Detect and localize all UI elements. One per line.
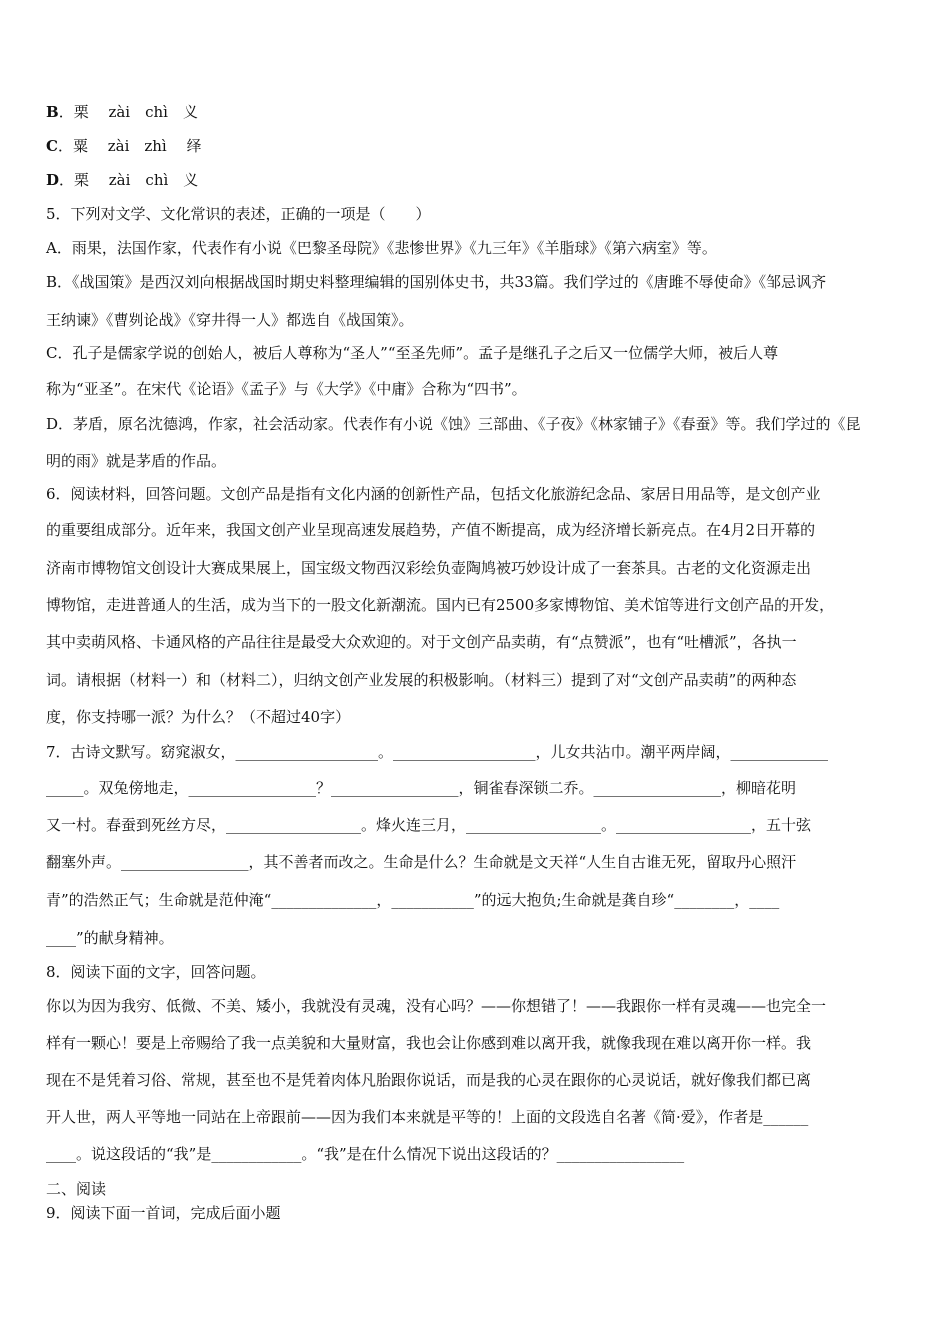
section-title: 二、阅读 — [46, 1180, 107, 1198]
q4-option-b: B．栗 zài chì 义 — [46, 103, 198, 121]
q8-passage-line: 现在不是凭着习俗、常规，甚至也不是凭着肉体凡胎跟你说话，而是我的心灵在跟你的心灵说话，就好像我们都已离 — [46, 1071, 812, 1089]
q5-option-b-line1: B．《战国策》是西汉刘向根据战国时期史料整理编辑的国别体史书，共33篇。我们学过的《唐雎不辱使命》《邹忌讽齐 — [46, 273, 827, 291]
q7-line: 7．古诗文默写。窈窕淑女，___________________。___________________，儿女共沾巾。潮平两岸阔，_____________ — [46, 743, 829, 761]
q5-option-c-line2: 称为“亚圣”。在宋代《论语》《孟子》与《大学》《中庸》合称为“四书”。 — [46, 380, 527, 398]
q8-stem: 8．阅读下面的文字，回答问题。 — [46, 963, 266, 981]
q6-line: 博物馆，走进普通人的生活，成为当下的一股文化新潮流。国内已有2500多家博物馆、美术馆等进行文创产品的开发， — [46, 596, 835, 614]
q6-line: 词。请根据（材料一）和（材料二），归纳文创产业发展的积极影响。（材料三）提到了对“文创产品卖萌”的两种态 — [46, 671, 797, 689]
q6-line: 度，你支持哪一派？为什么？（不超过40字） — [46, 708, 351, 726]
q9-stem: 9．阅读下面一首词，完成后面小题 — [46, 1204, 281, 1222]
q4-option-c: C．粟 zài zhì 绎 — [46, 137, 202, 155]
q7-line: 青”的浩然正气；生命就是范仲淹“______________，___________”的远大抱负;生命就是龚自珍“________，____ — [46, 891, 780, 909]
q6-line: 的重要组成部分。近年来，我国文创产业呈现高速发展趋势，产值不断提高，成为经济增长新亮点。在4月2日开幕的 — [46, 521, 816, 539]
q5-option-d-line1: D．茅盾，原名沈德鸿，作家，社会活动家。代表作有小说《蚀》三部曲、《子夜》《林家铺子》《春蚕》等。我们学过的《昆 — [46, 415, 861, 433]
q6-line: 其中卖萌风格、卡通风格的产品往往是最受大众欢迎的。对于文创产品卖萌，有“点赞派”，也有“吐槽派”，各执一 — [46, 633, 797, 651]
q6-line: 6．阅读材料，回答问题。文创产品是指有文化内涵的创新性产品，包括文化旅游纪念品、家居日用品等，是文创产业 — [46, 485, 821, 503]
q5-stem: 5．下列对文学、文化常识的表述，正确的一项是（ ） — [46, 205, 431, 223]
q8-passage-line: 样有一颗心！要是上帝赐给了我一点美貌和大量财富，我也会让你感到难以离开我，就像我现在难以离开你一样。我 — [46, 1034, 812, 1052]
q4-option-d: D．栗 zài chì 义 — [46, 171, 199, 189]
q8-passage-line: ____。说这段话的“我”是____________。“我”是在什么情况下说出这段话的？_________________ — [46, 1145, 685, 1163]
q7-line: ____”的献身精神。 — [46, 929, 174, 947]
q8-passage-line: 你以为因为我穷、低微、不美、矮小，我就没有灵魂，没有心吗？——你想错了！——我跟你一样有灵魂——也完全一 — [46, 997, 827, 1015]
q5-option-a: A．雨果，法国作家，代表作有小说《巴黎圣母院》《悲惨世界》《九三年》《羊脂球》《第六病室》等。 — [46, 239, 717, 257]
q5-option-b-line2: 王纳谏》《曹刿论战》《穿井得一人》都选自《战国策》。 — [46, 311, 414, 329]
q5-option-c-line1: C．孔子是儒家学说的创始人，被后人尊称为“圣人”“至圣先师”。孟子是继孔子之后又一位儒学大师，被后人尊 — [46, 344, 779, 362]
q7-line: 又一村。春蚕到死丝方尽，__________________。烽火连三月，__________________。__________________，五十弦 — [46, 816, 812, 834]
q8-passage-line: 开人世，两人平等地一同站在上帝跟前——因为我们本来就是平等的！上面的文段选自名著《简·爱》，作者是______ — [46, 1108, 809, 1126]
q7-line: _____。双兔傍地走，_________________？_________________，铜雀春深锁二乔。_________________，柳暗花明 — [46, 779, 797, 797]
q5-option-d-line2: 明的雨》就是茅盾的作品。 — [46, 452, 227, 470]
q6-line: 济南市博物馆文创设计大赛成果展上，国宝级文物西汉彩绘负壶陶鸠被巧妙设计成了一套茶具。古老的文化资源走出 — [46, 559, 812, 577]
q7-line: 翻塞外声。_________________，其不善者而改之。生命是什么？生命就是文天祥“人生自古谁无死，留取丹心照汗 — [46, 853, 797, 871]
